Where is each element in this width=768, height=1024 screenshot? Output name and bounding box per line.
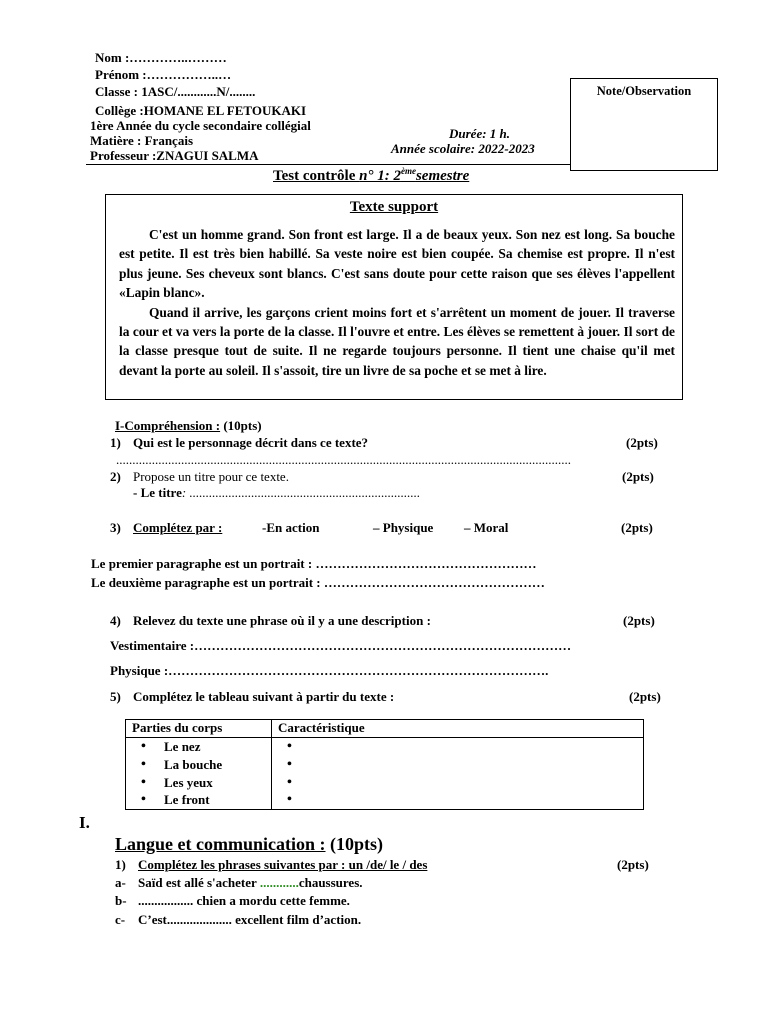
test-title-sup: ème (400, 166, 416, 176)
characteristic-blank[interactable] (272, 791, 643, 809)
question-3-points: (2pts) (621, 520, 653, 535)
test-title (273, 166, 469, 185)
section-roman-numeral: I. (79, 813, 90, 832)
question-1-answer-line: ............................................................................................................................................ (116, 452, 571, 467)
matiere-label: Matière : Français (90, 133, 193, 148)
vestimentaire-line: Vestimentaire :…………………………………………………………………………… (110, 638, 572, 653)
table-header-caracteristique: Caractéristique (272, 720, 644, 738)
langue-heading-pts: (10pts) (325, 834, 383, 854)
table-header-parties: Parties du corps (126, 720, 272, 738)
table-characteristics-cell[interactable] (272, 738, 644, 810)
premier-paragraphe-line: Le premier paragraphe est un portrait : …………………………………………… (91, 556, 537, 571)
classe-field: Classe : 1ASC/............N/........ (95, 84, 256, 99)
texte-support-body (119, 225, 675, 380)
question-1-points: (2pts) (626, 435, 658, 450)
table-row-nez: • Le nez (126, 738, 271, 756)
texte-support-title: Texte support (349, 199, 439, 215)
question-2-points: (2pts) (622, 469, 654, 484)
question-2-text: Propose un titre pour ce texte. (133, 469, 289, 484)
question-1-text: Qui est le personnage décrit dans ce texte? (133, 435, 369, 450)
question-2-number: 2) (110, 469, 121, 484)
langue-heading-label: Langue et communication : (115, 834, 326, 854)
table-row-bouche: • La bouche (126, 756, 271, 774)
item-a-pre: Saïd est allé s'acheter (138, 875, 260, 890)
test-title-prefix: Test contrôle (273, 168, 360, 184)
langue-question-1-number: 1) (115, 857, 126, 872)
item-a-post: chaussures. (298, 875, 363, 890)
body-parts-table (125, 719, 644, 810)
item-a-letter: a- (115, 875, 126, 890)
table-row-front: • Le front (126, 791, 271, 809)
comprehension-heading-pts: (10pts) (220, 418, 262, 433)
question-1-number: 1) (110, 435, 121, 450)
item-b-sentence: ................. chien a mordu cette femme. (138, 893, 350, 908)
question-4-text: Relevez du texte une phrase où il y a une description : (133, 613, 431, 628)
option-en-action: -En action (262, 520, 320, 535)
question-3-label: Complétez par : (133, 520, 223, 535)
nom-field: Nom :…………..……… (95, 50, 227, 65)
question-5-text: Complétez le tableau suivant à partir du texte : (133, 689, 395, 704)
comprehension-heading (115, 418, 262, 434)
characteristic-blank[interactable] (272, 774, 643, 792)
characteristic-blank[interactable] (272, 738, 643, 756)
note-observation-box (570, 78, 718, 171)
cycle-label: 1ère Année du cycle secondaire collégial (90, 118, 311, 133)
test-title-suffix: semestre (415, 168, 470, 184)
question-5-number: 5) (110, 689, 121, 704)
question-2-answer-line (133, 485, 420, 501)
texte-support-box (105, 194, 683, 400)
langue-heading (115, 834, 383, 855)
table-parts-cell (126, 738, 272, 810)
question-3-number: 3) (110, 520, 121, 535)
test-title-num: n° 1: 2 (359, 168, 401, 184)
prenom-field: Prénom :……………..… (95, 67, 232, 82)
question-4-points: (2pts) (623, 613, 655, 628)
table-row-yeux: • Les yeux (126, 774, 271, 792)
item-c-letter: c- (115, 912, 126, 927)
option-physique: – Physique (373, 520, 434, 535)
item-c-sentence: C’est.................... excellent film d’action. (138, 912, 362, 927)
college-label: Collège :HOMANE EL FETOUKAKI (95, 103, 307, 118)
question-4-number: 4) (110, 613, 121, 628)
item-a-blank[interactable]: ............ (259, 875, 299, 890)
langue-question-1-points: (2pts) (617, 857, 649, 872)
deuxieme-paragraphe-line: Le deuxième paragraphe est un portrait : …………………………………………… (91, 575, 545, 590)
item-a-sentence (138, 875, 363, 891)
characteristic-blank[interactable] (272, 756, 643, 774)
header-divider (86, 164, 570, 165)
note-observation-label: Note/Observation (596, 84, 692, 98)
support-paragraph-1: C'est un homme grand. Son front est large. Il a de beaux yeux. Son nez est long. Sa bouche est petite. Il est très bien habillé. Sa veste noire est bien coupée. Sa chemise est propre. Il n'est plus jeune. Ses cheveux sont blancs. C'est sans doute pour cette raison que ses élèves l'appellent «Lapin blanc». (119, 227, 675, 301)
physique-line: Physique :……………………………………………………………………………. (110, 663, 549, 678)
annee-scolaire-label: Année scolaire: 2022-2023 (391, 141, 535, 156)
question-5-points: (2pts) (629, 689, 661, 704)
question-2-sub-label: - Le titre (133, 485, 182, 500)
question-2-sub-dots: : ....................................................................... (181, 485, 421, 500)
professeur-label: Professeur :ZNAGUI SALMA (90, 148, 259, 163)
option-moral: – Moral (464, 520, 509, 535)
comprehension-heading-label: I-Compréhension : (115, 418, 221, 433)
support-paragraph-2: Quand il arrive, les garçons crient moins fort et s'arrêtent un moment de jouer. Il traverse la cour et va vers la porte de la classe. Il l'ouvre et entre. Les élèves se remettent à jouer. Il sort de la classe presque tout de suite. Il ne regarde toujours personne. Il tient une chaise qu'il met devant la porte au soleil. Il s'assoit, tire un livre de sa poche et se met à lire. (119, 304, 675, 378)
langue-question-1-text: Complétez les phrases suivantes par : un /de/ le / des (138, 857, 428, 872)
item-b-letter: b- (115, 893, 127, 908)
duree-label: Durée: 1 h. (449, 126, 511, 141)
